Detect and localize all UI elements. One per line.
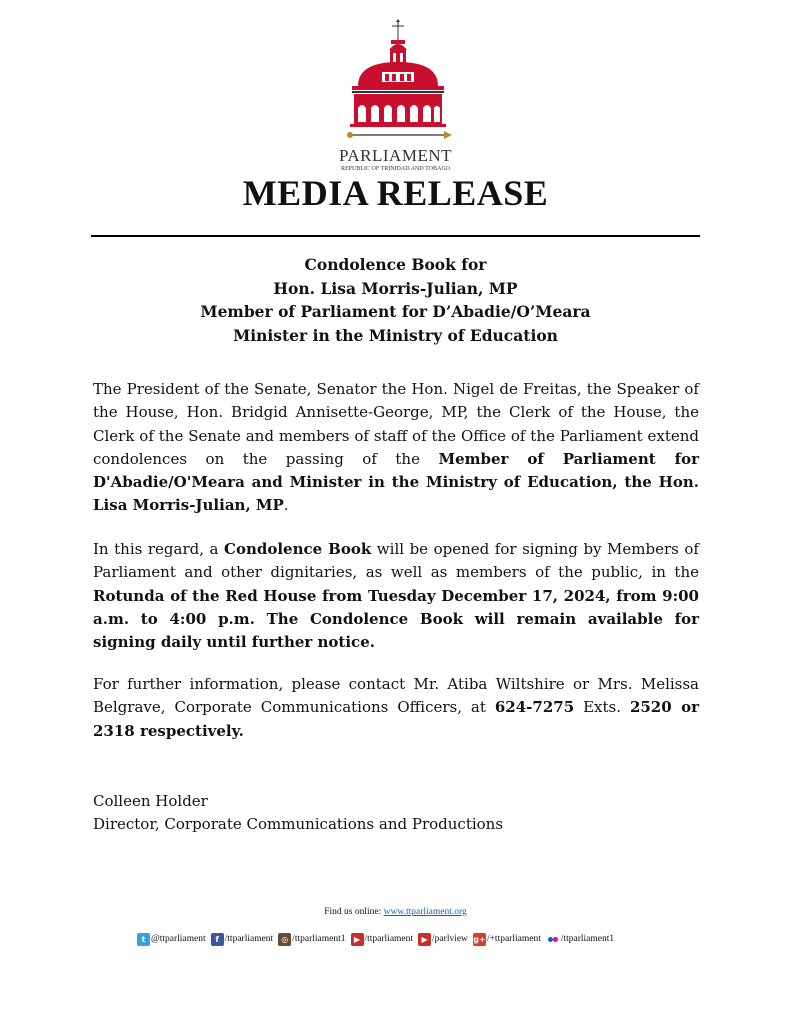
social-handle: /ttparliament1	[292, 934, 346, 944]
paragraph-bold-text: Condolence Book	[224, 540, 372, 558]
paragraph-contact	[93, 673, 699, 743]
signature-name: Colleen Holder	[93, 792, 208, 810]
divider	[91, 235, 700, 237]
social-handle: /parlview	[432, 934, 468, 944]
paragraph-text: Exts.	[574, 698, 630, 717]
paragraph-text: .	[283, 496, 289, 515]
paragraph-bold-text: Rotunda of the Red House from Tuesday December 17, 2024, from 9:00 a.m. to 4:00 p.m. The Condolence Book will remain available for signing daily until further notice.	[93, 586, 699, 652]
social-handle: @ttparliament	[151, 934, 206, 944]
social-facebook[interactable]	[211, 933, 274, 946]
twitter-icon: t	[137, 933, 150, 946]
social-links	[137, 931, 619, 947]
signature-title: Director, Corporate Communications and Productions	[93, 815, 504, 833]
social-instagram[interactable]	[278, 933, 345, 946]
google-plus-icon: g+	[473, 934, 486, 944]
find-label: Find us online:	[324, 907, 384, 917]
flickr-icon	[546, 933, 560, 946]
social-handle: /ttparliament	[224, 934, 274, 944]
paragraph-text: will be opened for signing by Members of Parliament and other dignitaries, as well as members of the public, in the	[93, 540, 699, 582]
signature-block	[93, 790, 503, 836]
org-name: PARLIAMENT	[339, 146, 452, 165]
social-handle: /ttparliament	[364, 934, 414, 944]
social-youtube[interactable]	[351, 933, 414, 946]
page-title: MEDIA RELEASE	[242, 173, 549, 213]
social-youtube-parlview[interactable]	[418, 933, 468, 946]
social-flickr[interactable]	[546, 933, 614, 946]
org-subtitle: REPUBLIC OF TRINIDAD AND TOBAGO	[340, 166, 450, 172]
social-twitter[interactable]	[137, 933, 206, 946]
website-link[interactable]: www.ttparliament.org	[383, 907, 467, 917]
facebook-icon: f	[211, 933, 224, 946]
parliament-red-house-logo-icon	[336, 18, 460, 142]
footer-find-us	[0, 907, 791, 917]
paragraph-text: The President of the Senate, Senator the Hon. Nigel de Freitas, the Speaker of the House, Hon. Bridgid Annisette-George, MP, the Clerk of the House, the Clerk of the Senate and members of staff of the Office of the Parliament extend condolences on the passing of the	[93, 380, 699, 468]
heading-line: Member of Parliament for D’Abadie/O’Meara	[200, 302, 591, 321]
heading-line: Hon. Lisa Morris-Julian, MP	[273, 278, 518, 298]
paragraph-bold-text: Member of Parliament for D'Abadie/O'Meara and Minister in the Ministry of Education, the Hon. Lisa Morris-Julian, MP	[93, 449, 699, 515]
heading-line: Condolence Book for	[304, 255, 487, 274]
heading-line: Minister in the Ministry of Education	[233, 325, 558, 345]
youtube-icon: ▶	[418, 933, 431, 946]
social-handle: /ttparliament1	[560, 934, 615, 944]
release-heading	[0, 253, 791, 347]
social-handle: /+ttparliament	[486, 934, 541, 944]
instagram-icon: ◎	[278, 933, 291, 946]
paragraph-text: In this regard, a	[93, 540, 225, 558]
extensions: 2520 or 2318 respectively.	[93, 698, 699, 740]
paragraph-text: For further information, please contact Mr. Atiba Wiltshire or Mrs. Melissa Belgrave, Corporate Communications Officers, at	[93, 675, 699, 717]
social-google-plus[interactable]	[473, 933, 541, 946]
phone-number: 624-7275	[494, 698, 575, 717]
paragraph-condolence-book	[93, 538, 699, 654]
paragraph-condolences	[93, 378, 699, 518]
youtube-icon: ▶	[351, 933, 364, 946]
